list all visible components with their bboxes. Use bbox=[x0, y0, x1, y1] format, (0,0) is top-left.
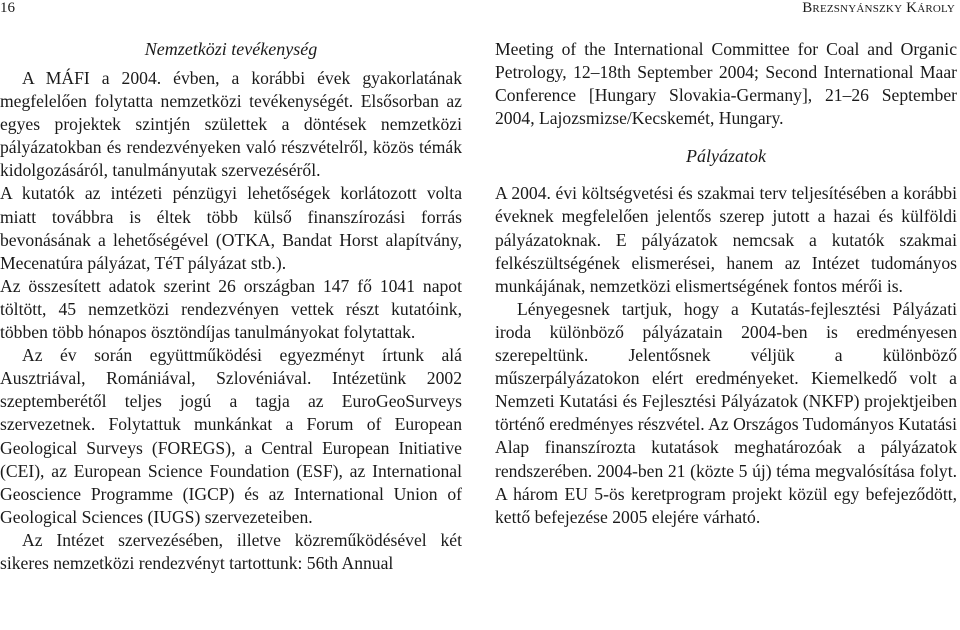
running-head: Brezsnyánszky Károly bbox=[802, 0, 955, 16]
paragraph: A 2004. évi költségvetési és szakmai terv teljesítésében a korábbi éveknek megfelelően jelentős szerep jutott a hazai és külföldi pályázatoknak. E pályázatok nemcsak a kutatók szakmai felkészültségének elismerései, hanem az Intézet tudományos munkájának, nemzetközi elismertségének fontos mérői is. bbox=[495, 183, 957, 296]
paragraph: Az év során együttműködési egyezményt írtunk alá Ausztriával, Romániával, Szlovéniával. Intézetünk 2002 szeptemberétől teljes jogú a tagja az EuroGeoSurveys szervezetnek. Folytattuk munkánkat a Forum of European Geological Surveys (FOREGS), a Central European Initiative (CEI), az European Science Foundation (ESF), az International Geoscience Programme (IGCP) és az International Union of Geological Sciences (IUGS) szervezeteiben. bbox=[0, 345, 462, 527]
paragraph: Az összesített adatok szerint 26 országban 147 fő 1041 napot töltött, 45 nemzetközi rendezvényen vettek részt kutatóink, többen több hónapos ösztöndíjas tanulmányokat folytattak. bbox=[0, 275, 462, 343]
page-header bbox=[0, 0, 960, 22]
section-title-tenders: Pályázatok bbox=[686, 146, 766, 167]
page-number: 16 bbox=[0, 0, 15, 16]
paragraph: Az Intézet szervezésében, illetve közreműködésével két sikeres nemzetközi rendezvényt tartottunk: 56th Annual bbox=[0, 529, 462, 573]
left-column bbox=[0, 38, 462, 575]
section-title-international: Nemzetközi tevékenység bbox=[144, 39, 318, 59]
paragraph: Lényegesnek tartjuk, hogy a Kutatás-fejlesztési Pályázati iroda különböző pályázatain 2004-ben is eredményesen szerepeltünk. Jelentősnek véljük a különböző műszerpályázatokon elért eredményeket. Kiemelkedő volt a Nemzeti Kutatási és Fejlesztési Pályázatok (NKFP) projektjeiben történő eredményes részvétel. Az Országos Tudományos Kutatási Alap finanszírozta kutatások meghatározóak a pályázatok rendszerében. 2004-ben 21 (közte 5 új) téma megvalósítása folyt. A három EU 5-ös keretprogram projekt közül egy befejeződött, kettő befejezése 2005 elejére várható. bbox=[495, 298, 957, 527]
paragraph: A kutatók az intézeti pénzügyi lehetőségek korlátozott volta miatt továbbra is éltek több külső finanszírozási forrás bevonásának a lehetőségével (OTKA, Bandat Horst alapítvány, Mecenatúra pályázat, TéT pályázat stb.). bbox=[0, 183, 462, 273]
right-column bbox=[495, 38, 957, 529]
paragraph-continuation: Meeting of the International Committee for Coal and Organic Petrology, 12–18th September 2004; Second International Maar Conference [Hungary Slovakia-Germany], 21–26 September 2004, Lajozsmizse/Kecskemét, Hungary. bbox=[495, 39, 957, 129]
paragraph: A MÁFI a 2004. évben, a korábbi évek gyakorlatának megfelelően folytatta nemzetközi tevékenységét. Elsősorban az egyes projektek szintjén születtek a döntések nemzetközi pályázatokban és rendezvényeken való részvételről, közös témák kidolgozásáról, tanulmányutak szervezéséről. bbox=[0, 68, 462, 181]
